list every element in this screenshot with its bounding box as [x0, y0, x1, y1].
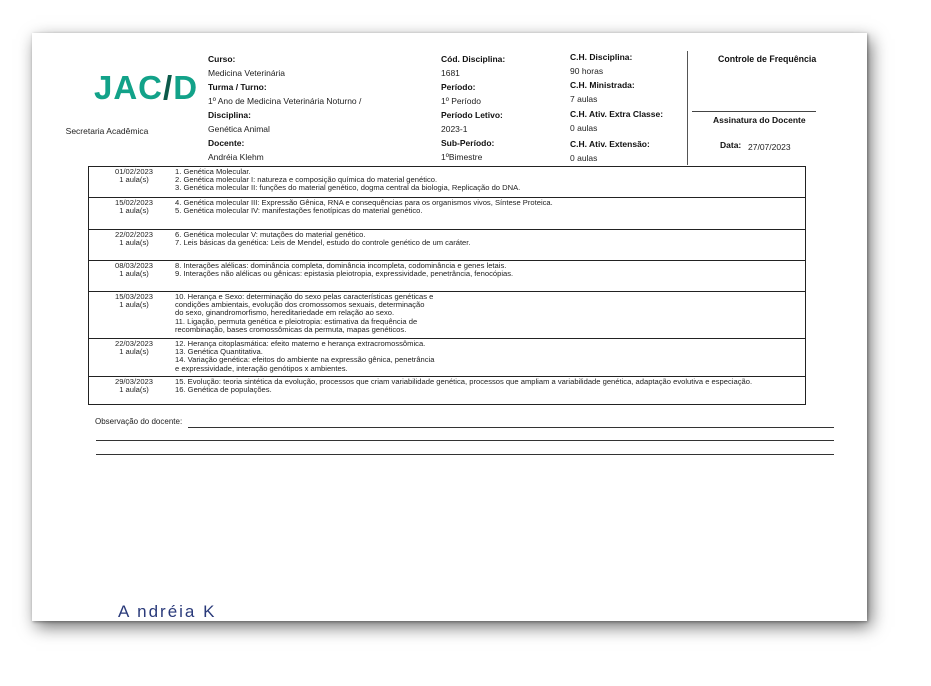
table-row — [89, 198, 805, 230]
row-line: 9. Interações não alélicas ou gênicas: epistasia pleiotropia, expressividade, penetrância, fenocópias. — [175, 269, 514, 279]
periodo-value: 1º Período — [441, 96, 481, 106]
row-line: 15. Evolução: teoria sintética da evolução, processos que criam variabilidade genética, processos que ampliam a variabilidade genética, adaptação evolutiva e especiação. — [175, 377, 753, 386]
row-aulas: 1 aula(s) — [119, 300, 149, 310]
row-date: 22/02/2023 — [114, 230, 153, 239]
row-aulas: 1 aula(s) — [119, 347, 149, 357]
ch-disciplina-value: 90 horas — [570, 66, 604, 76]
observacao-line-2 — [96, 440, 834, 441]
row-date: 29/03/2023 — [114, 377, 153, 386]
lessons-table — [88, 166, 806, 405]
row-line: 16. Genética de populações. — [175, 385, 272, 395]
data-value: 27/07/2023 — [748, 142, 791, 152]
row-line: 4. Genética molecular III: Expressão Gênica, RNA e consequências para os organismos vivos, Síntese Proteica. — [175, 198, 553, 207]
docente-value: Andréia Klehm — [208, 152, 264, 162]
table-row — [89, 167, 805, 198]
row-line: 13. Genética Quantitativa. — [175, 347, 263, 357]
row-line: 3. Genética molecular II: funções do material genético, dogma central da biologia, Replicação do DNA. — [175, 183, 521, 193]
ch-extensao-value: 0 aulas — [570, 153, 598, 163]
row-date: 15/03/2023 — [114, 292, 153, 301]
row-line: 7. Leis básicas da genética: Leis de Mendel, estudo do controle genético de um caráter. — [175, 238, 471, 248]
sub-periodo-label: Sub-Período: — [441, 138, 495, 148]
table-row — [89, 377, 805, 404]
row-aulas: 1 aula(s) — [119, 175, 149, 185]
data-label: Data: — [720, 140, 742, 150]
row-line: 6. Genética molecular V: mutações do material genético. — [175, 230, 366, 239]
row-line: e expressividade, interação genótipos x ambientes. — [175, 363, 348, 373]
signature-line — [692, 111, 816, 112]
turma-label: Turma / Turno: — [208, 82, 267, 92]
panel-divider — [687, 51, 688, 165]
row-line: recombinação, bases cromossômicas da permuta, mapas genéticos. — [175, 324, 407, 334]
cod-disciplina-value: 1681 — [441, 68, 460, 78]
row-date: 08/03/2023 — [114, 261, 153, 270]
row-line: condições ambientais, evolução dos cromossomos sexuais, determinação — [175, 300, 425, 310]
institution-label: Secretaria Acadêmica — [65, 126, 149, 136]
table-row — [89, 230, 805, 261]
observacao-line-1 — [188, 427, 834, 428]
row-line: 5. Genética molecular IV: manifestações fenotípicas do material genético. — [175, 206, 423, 216]
row-aulas: 1 aula(s) — [119, 206, 149, 216]
observacao-label: Observação do docente: — [95, 417, 183, 426]
curso-value: Medicina Veterinária — [208, 68, 286, 78]
ch-ministrada-value: 7 aulas — [570, 94, 598, 104]
row-aulas: 1 aula(s) — [119, 385, 149, 395]
row-date: 22/03/2023 — [114, 339, 153, 348]
curso-label: Curso: — [208, 54, 236, 64]
row-line: 11. Ligação, permuta genética e pleiotropia: estimativa da frequência de — [175, 316, 418, 326]
row-line: 2. Genética molecular I: natureza e composição química do material genético. — [175, 175, 438, 185]
row-line: 12. Herança citoplasmática: efeito materno e herança extracromossômica. — [175, 339, 426, 348]
jacad-logo: JAC/D — [94, 69, 199, 106]
disciplina-label: Disciplina: — [208, 110, 251, 120]
row-line: 1. Genética Molecular. — [175, 167, 251, 176]
row-aulas: 1 aula(s) — [119, 238, 149, 248]
ch-extensao-label: C.H. Ativ. Extensão: — [570, 139, 650, 149]
row-line: 14. Variação genética: efeitos do ambiente na expressão gênica, penetrância — [175, 355, 435, 365]
disciplina-value: Genética Animal — [208, 124, 270, 134]
row-aulas: 1 aula(s) — [119, 269, 149, 279]
cod-disciplina-label: Cód. Disciplina: — [441, 54, 506, 64]
row-line: 10. Herança e Sexo: determinação do sexo pelas características genéticas e — [175, 292, 434, 301]
observacao-line-3 — [96, 454, 834, 455]
table-row — [89, 261, 805, 292]
periodo-label: Período: — [441, 82, 476, 92]
ch-extra-classe-label: C.H. Ativ. Extra Classe: — [570, 109, 664, 119]
periodo-letivo-label: Período Letivo: — [441, 110, 503, 120]
docente-signature: A ndréia K — [118, 602, 217, 621]
row-date: 15/02/2023 — [114, 198, 153, 207]
assinatura-docente-label: Assinatura do Docente — [713, 115, 806, 125]
row-line: 8. Interações alélicas: dominância completa, dominância incompleta, codominância e genes letais. — [175, 261, 507, 270]
periodo-letivo-value: 2023-1 — [441, 124, 468, 134]
sub-periodo-value: 1ºBimestre — [441, 152, 483, 162]
controle-frequencia-title: Controle de Frequência — [718, 54, 817, 64]
table-row — [89, 339, 805, 377]
ch-extra-classe-value: 0 aulas — [570, 123, 598, 133]
docente-label: Docente: — [208, 138, 245, 148]
row-line: do sexo, ginandromorfismo, hereditariedade em relação ao sexo. — [175, 308, 395, 318]
document-page — [32, 33, 867, 621]
row-date: 01/02/2023 — [114, 167, 153, 176]
table-row — [89, 292, 805, 339]
ch-ministrada-label: C.H. Ministrada: — [570, 80, 635, 90]
ch-disciplina-label: C.H. Disciplina: — [570, 52, 633, 62]
turma-value: 1º Ano de Medicina Veterinária Noturno / — [208, 96, 362, 106]
